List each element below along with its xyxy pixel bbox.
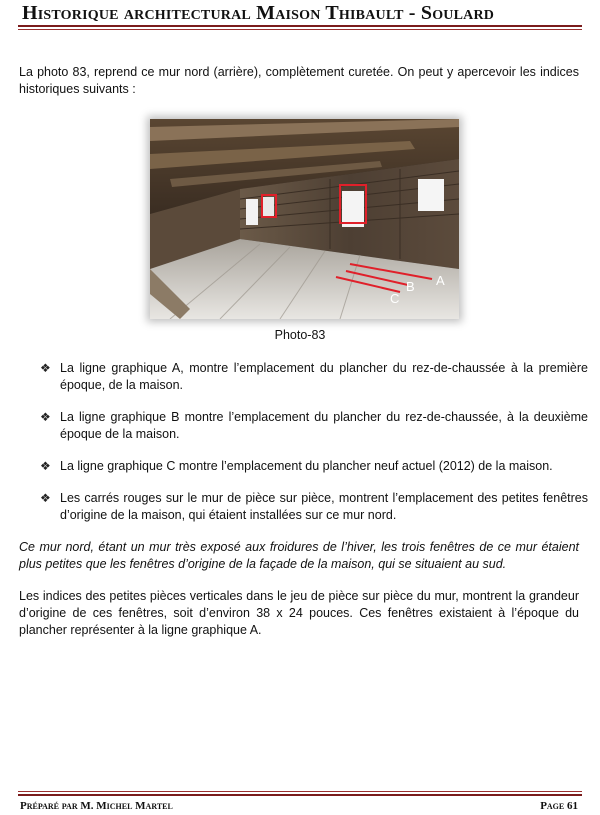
intro-paragraph: La photo 83, reprend ce mur nord (arrière), complètement curetée. On peut y apercevoir les indices historiques suivants : <box>19 65 579 96</box>
closing-paragraph: Les indices des petites pièces verticales dans le jeu de pièce sur pièce du mur, montrent la grandeur d’origine de ces fenêtres, soit d’environ 38 x 24 pouces. Ces fenêtres existaient à l’époque du plancher représenter à la ligne graphique A. <box>19 589 579 637</box>
bullet-item <box>40 458 588 475</box>
marker-b-label: B <box>406 279 415 294</box>
header-rule-thin <box>18 29 582 30</box>
photo-83 <box>150 119 459 319</box>
header-rule-thick <box>18 25 582 27</box>
bullet-item <box>40 360 588 394</box>
footer-page-number: Page 61 <box>540 800 578 812</box>
photo-caption: Photo-83 <box>274 328 326 342</box>
diamond-bullet-icon: ❖ <box>40 491 51 505</box>
bullet-text: La ligne graphique B montre l’emplacement du plancher du rez-de-chaussée, à la deuxième époque de la maison. <box>60 410 588 441</box>
bullet-text: Les carrés rouges sur le mur de pièce sur pièce, montrent l’emplacement des petites fenêtres d’origine de la maison, qui étaient installées sur ce mur nord. <box>60 491 588 522</box>
diamond-bullet-icon: ❖ <box>40 361 51 375</box>
marker-a-label: A <box>436 273 445 288</box>
bullet-item <box>40 490 588 524</box>
page-header-title: Historique architectural Maison Thibault - Soulard <box>22 2 495 24</box>
italic-paragraph: Ce mur nord, étant un mur très exposé aux froidures de l’hiver, les trois fenêtres de ce mur étaient plus petites que les fenêtres d’origine de la façade de la maison, qui se situaient au sud. <box>19 540 579 571</box>
footer-rule-thin <box>18 791 582 792</box>
bullet-text: La ligne graphique A, montre l’emplacement du plancher du rez-de-chaussée à la première époque, de la maison. <box>60 361 588 392</box>
diamond-bullet-icon: ❖ <box>40 410 51 424</box>
footer-author: Préparé par M. Michel Martel <box>20 800 173 812</box>
bullet-text: La ligne graphique C montre l’emplacement du plancher neuf actuel (2012) de la maison. <box>60 459 553 473</box>
footer-rule-thick <box>18 794 582 796</box>
diamond-bullet-icon: ❖ <box>40 459 51 473</box>
bullet-item <box>40 409 588 443</box>
attic-wall-photo <box>150 119 459 319</box>
marker-c-label: C <box>390 291 400 306</box>
